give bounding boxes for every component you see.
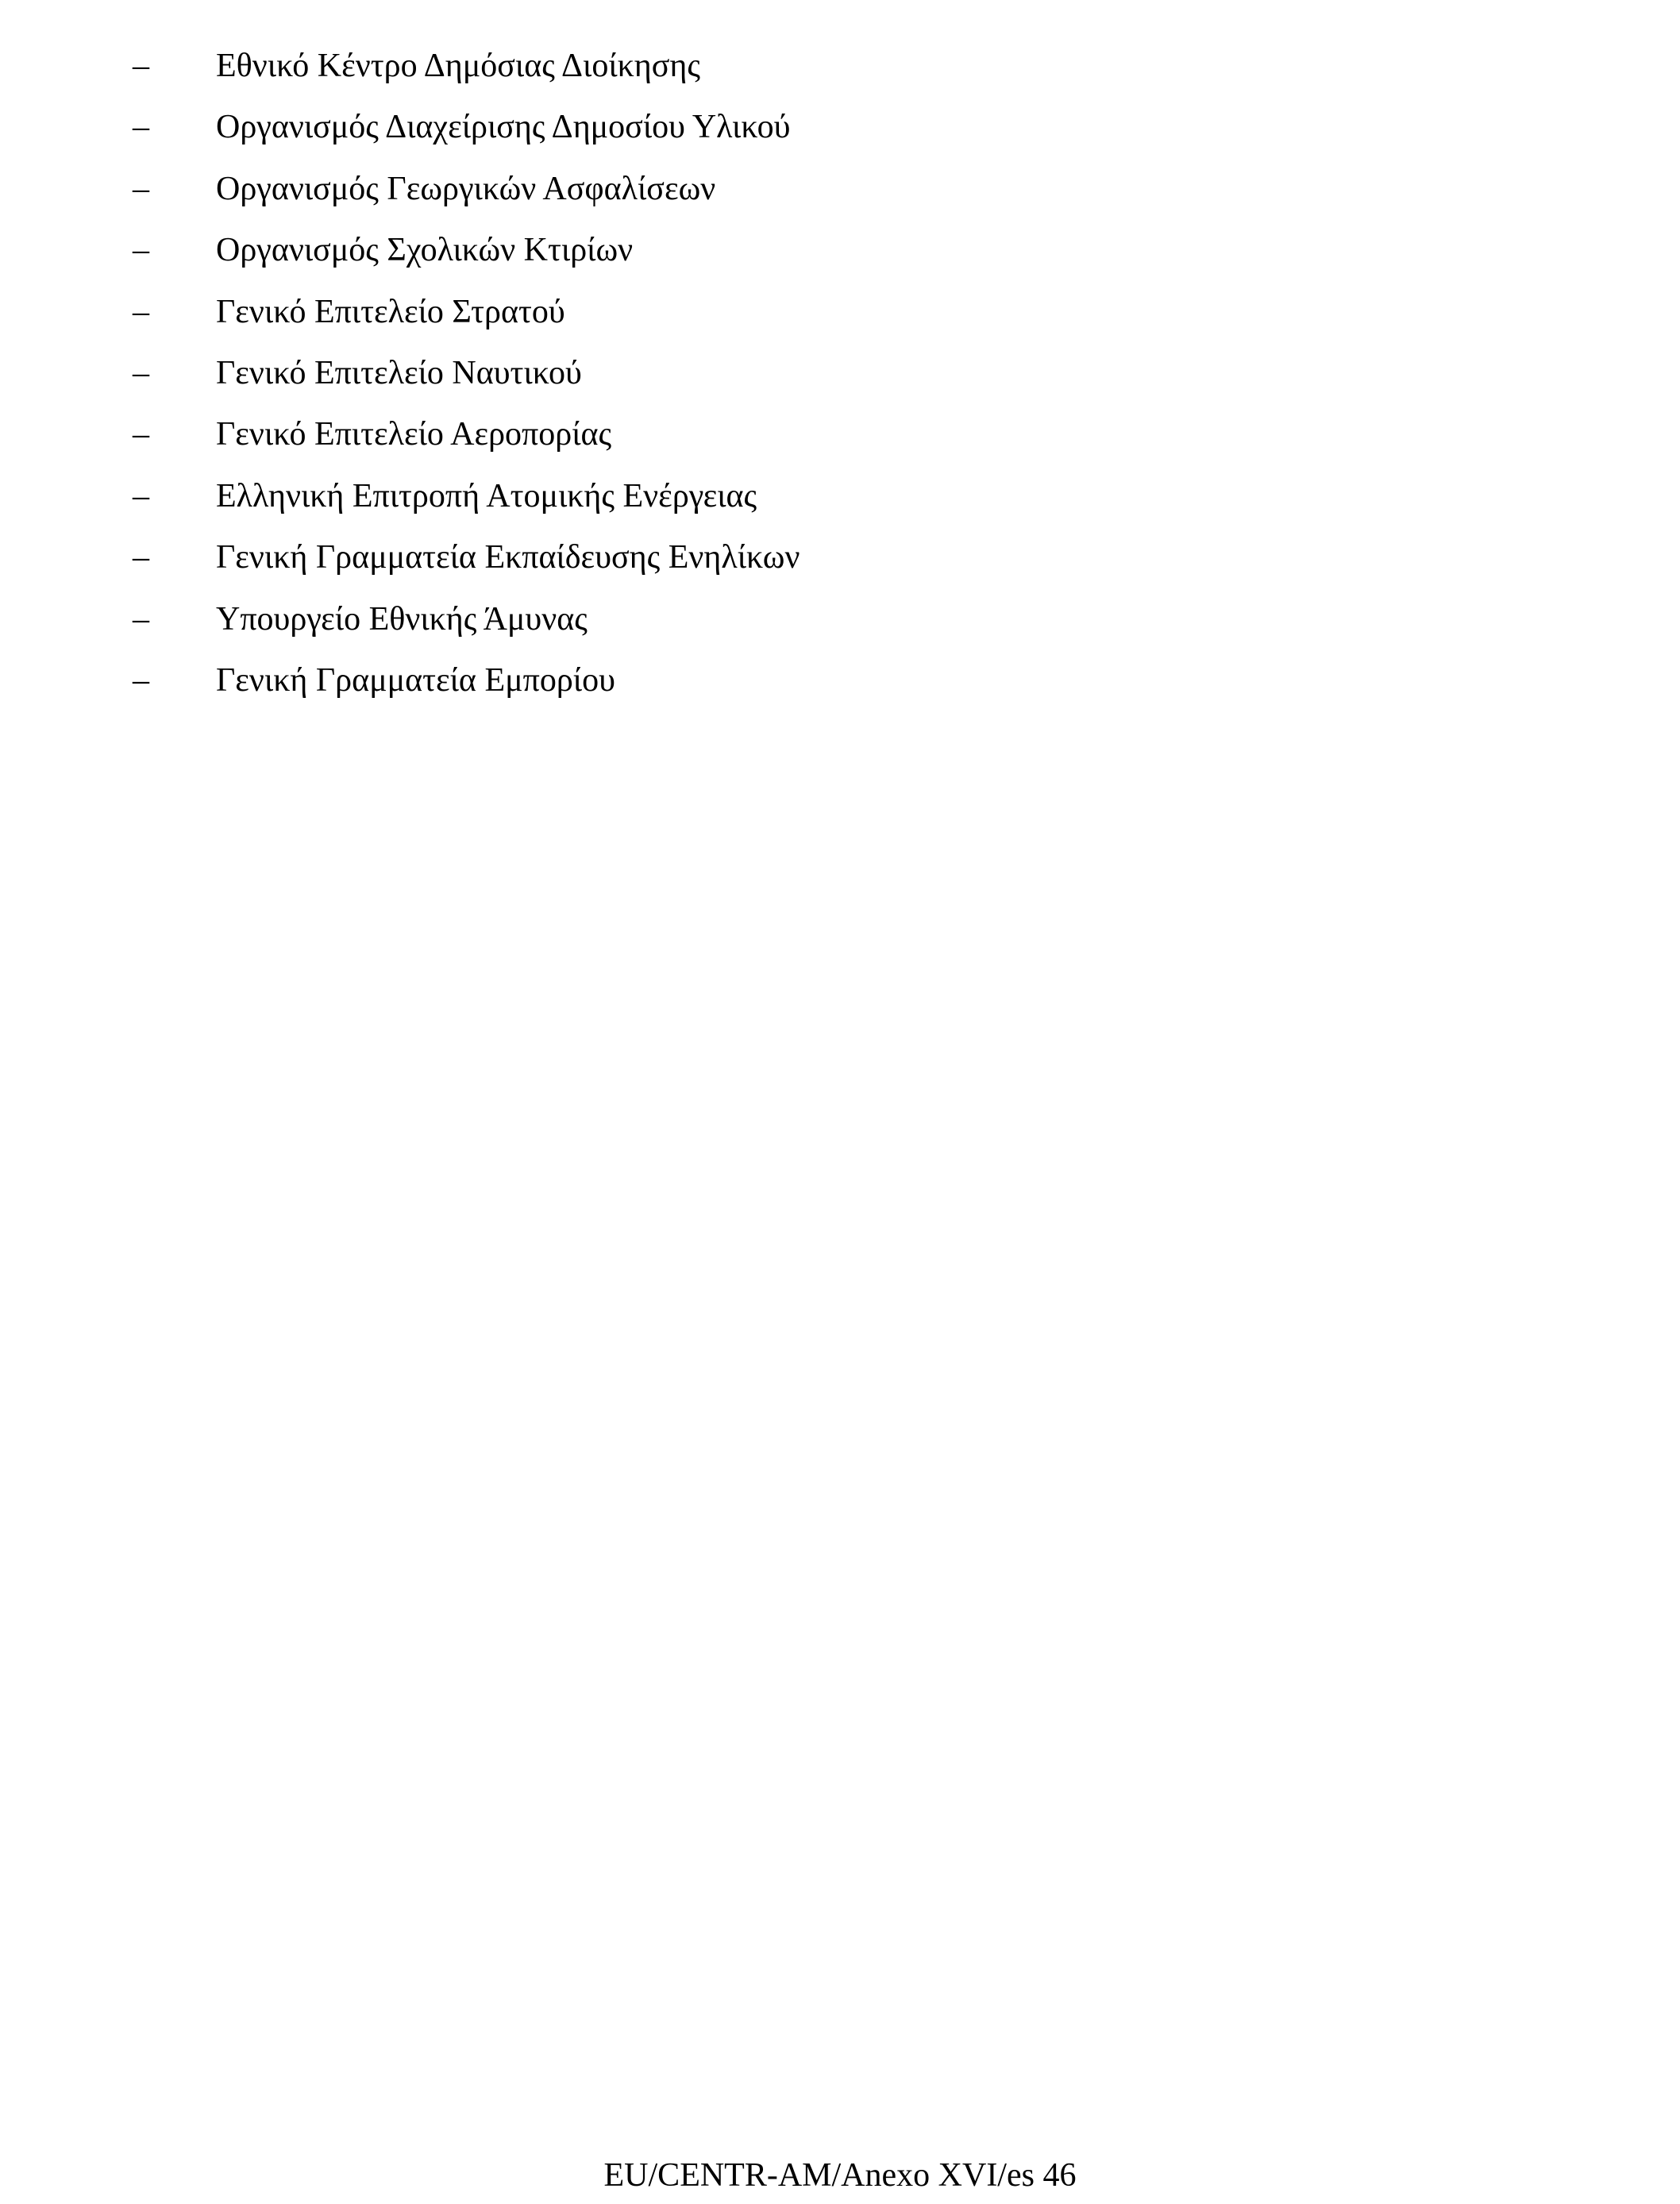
list-dash-marker: – [133,416,149,453]
list-item-text: Γενικό Επιτελείο Αεροπορίας [216,416,612,453]
list-dash-marker: – [133,477,149,514]
list-item-text: Γενικό Επιτελείο Στρατού [216,293,565,330]
list-dash-marker: – [133,48,149,84]
page-footer-reference: EU/CENTR-AM/Anexo XVI/es 46 [603,2157,1077,2194]
list-dash-marker: – [133,354,149,391]
list-item-text: Ελληνική Επιτροπή Ατομικής Ενέργειας [216,477,757,514]
list-item [0,654,1680,715]
list-item [0,163,1680,224]
list-dash-marker: – [133,539,149,576]
list-item [0,408,1680,469]
list-item [0,286,1680,347]
list-dash-marker: – [133,170,149,207]
list-item [0,593,1680,654]
list-dash-marker: – [133,600,149,638]
list-item-text: Γενική Γραμματεία Εκπαίδευσης Ενηλίκων [216,539,800,576]
list-item-text: Οργανισμός Σχολικών Κτιρίων [216,232,634,269]
list-item-text: Οργανισμός Γεωργικών Ασφαλίσεων [216,170,716,207]
list-dash-marker: – [133,293,149,330]
list-item [0,347,1680,408]
list-item [0,101,1680,162]
list-dash-marker: – [133,232,149,269]
list-item-text: Γενική Γραμματεία Εμπορίου [216,661,615,699]
list-item [0,470,1680,531]
list-item-text: Οργανισμός Διαχείρισης Δημοσίου Υλικού [216,109,791,146]
list-item-text: Γενικό Επιτελείο Ναυτικού [216,354,582,391]
list-item [0,224,1680,285]
list-item [0,531,1680,592]
entity-list [0,40,1680,715]
list-dash-marker: – [133,661,149,699]
list-item [0,40,1680,101]
list-item-text: Υπουργείο Εθνικής Άμυνας [216,600,588,638]
list-dash-marker: – [133,109,149,146]
list-item-text: Εθνικό Κέντρο Δημόσιας Διοίκησης [216,48,701,84]
